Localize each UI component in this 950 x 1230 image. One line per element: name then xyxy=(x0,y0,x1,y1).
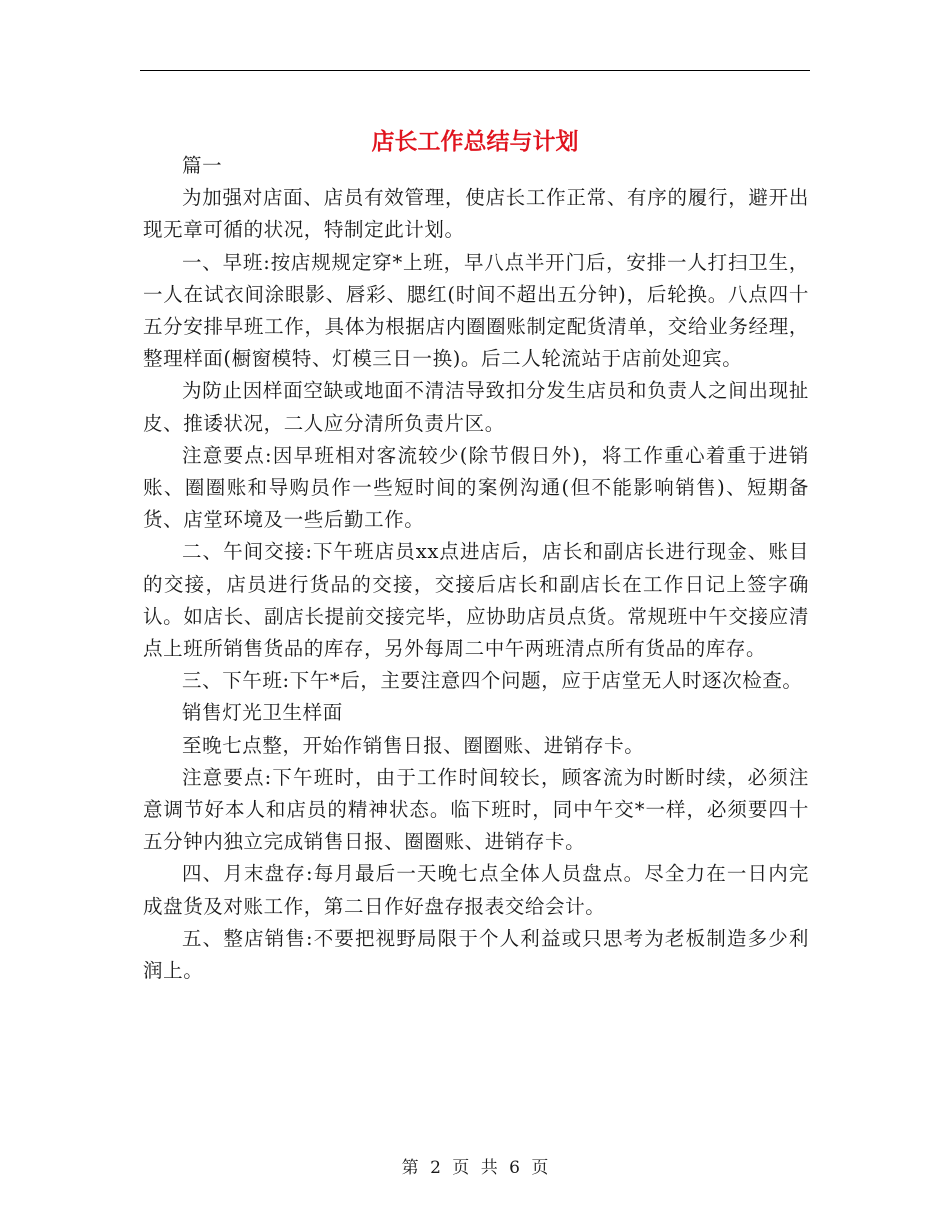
paragraph: 一、早班:按店规规定穿*上班，早八点半开门后，安排一人打扫卫生，一人在试衣间涂眼影、唇彩、腮红(时间不超出五分钟)，后轮换。八点四十五分安排早班工作，具体为根据店内圈圈账制定配货清单，交给业务经理，整理样面(橱窗模特、灯模三日一换)。后二人轮流站于店前处迎宾。 xyxy=(143,250,809,371)
header-rule xyxy=(140,70,810,71)
paragraph: 篇一 xyxy=(182,154,223,177)
paragraph: 三、下午班:下午*后，主要注意四个问题，应于店堂无人时逐次检查。 xyxy=(182,669,803,693)
paragraph: 注意要点:因早班相对客流较少(除节假日外)，将工作重心着重于进销账、圈圈账和导购员作一些短时间的案例沟通(但不能影响销售)、短期备货、店堂环境及一些后勤工作。 xyxy=(143,443,809,532)
paragraph: 销售灯光卫生样面 xyxy=(182,701,343,725)
paragraph: 为防止因样面空缺或地面不清洁导致扣分发生店员和负责人之间出现扯皮、推诿状况，二人应分清所负责片区。 xyxy=(143,379,809,435)
paragraph: 五、整店销售:不要把视野局限于个人利益或只思考为老板制造多少利润上。 xyxy=(143,926,809,983)
paragraph: 二、午间交接:下午班店员xx点进店后，店长和副店长进行现金、账目的交接，店员进行货品的交接，交接后店长和副店长在工作日记上签字确认。如店长、副店长提前交接完毕，应协助店员点货。常规班中午交接应清点上班所销售货品的库存，另外每周二中午两班清点所有货品的库存。 xyxy=(143,540,809,661)
page-number-footer: 第 2 页 共 6 页 xyxy=(401,1158,549,1178)
paragraph: 至晚七点整，开始作销售日报、圈圈账、进销存卡。 xyxy=(182,733,645,757)
paragraph: 四、月末盘存:每月最后一天晚七点全体人员盘点。尽全力在一日内完成盘货及对账工作，第二日作好盘存报表交给会计。 xyxy=(143,862,809,918)
document-body xyxy=(143,150,809,987)
document-title: 店长工作总结与计划 xyxy=(371,129,579,156)
paragraph: 注意要点:下午班时，由于工作时间较长，顾客流为时断时续，必须注意调节好本人和店员的精神状态。临下班时，同中午交*一样，必须要四十五分钟内独立完成销售日报、圈圈账、进销存卡。 xyxy=(143,765,809,854)
paragraph: 为加强对店面、店员有效管理，使店长工作正常、有序的履行，避开出现无章可循的状况，特制定此计划。 xyxy=(143,186,809,242)
